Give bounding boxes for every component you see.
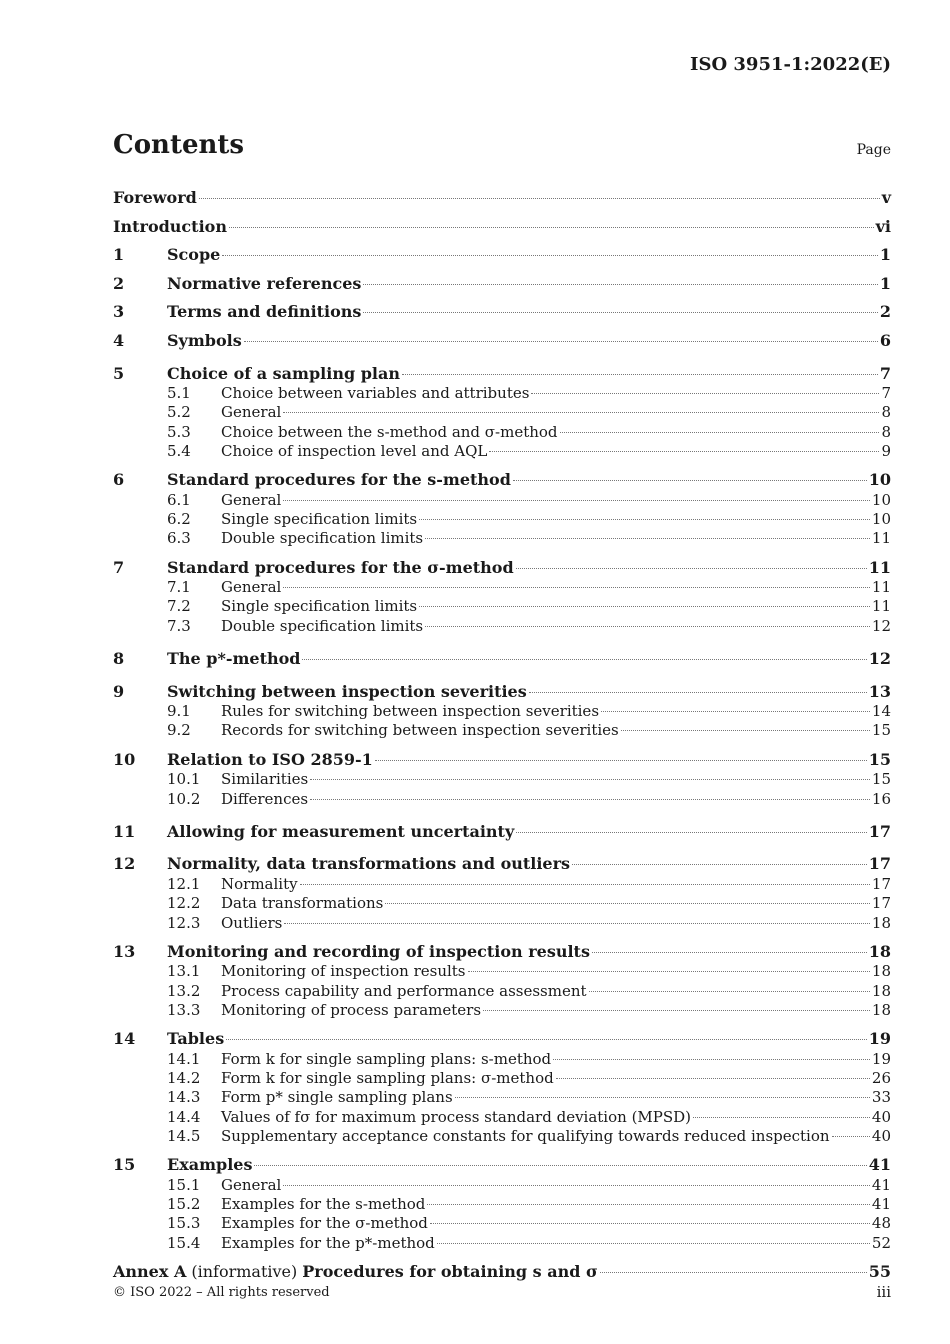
dot-leader: [283, 587, 870, 588]
toc-subentry-number: 5.2: [167, 403, 191, 422]
toc-subentry-number: 10.2: [167, 789, 201, 808]
toc-subentry-label: Single specification limits: [221, 597, 418, 616]
toc-entry-page: 12: [868, 649, 891, 669]
toc-subentry-label: General: [221, 578, 282, 597]
toc-entry[interactable]: [113, 241, 891, 270]
toc-subentry-number: 14.4: [167, 1107, 201, 1126]
annex-page: 55: [868, 1261, 891, 1281]
toc-entry-page: 17: [868, 854, 891, 874]
toc-entry-number: 12: [113, 854, 136, 874]
dot-leader: [516, 568, 867, 569]
toc-subentry[interactable]: [113, 423, 891, 442]
toc-subentry-number: 13.1: [167, 962, 201, 981]
toc-entry-number: 15: [113, 1155, 136, 1175]
table-of-contents: [113, 184, 891, 1282]
toc-subentry-label: Choice between the s-method and σ-method: [221, 422, 558, 441]
toc-subentry-label: General: [221, 1175, 282, 1194]
toc-subentry-number: 15.1: [167, 1175, 201, 1194]
toc-subentry-page: 11: [871, 578, 891, 597]
toc-subentry-page: 41: [871, 1194, 891, 1213]
toc-subentry[interactable]: [113, 403, 891, 422]
toc-entry-label: Tables: [167, 1029, 225, 1049]
toc-subentry-page: 18: [871, 981, 891, 1000]
toc-subentry-label: Data transformations: [221, 894, 384, 913]
toc-subentry[interactable]: [113, 875, 891, 894]
toc-subentry-label: General: [221, 403, 282, 422]
dot-leader: [468, 971, 870, 972]
dot-leader: [513, 480, 867, 481]
dot-leader: [832, 1136, 870, 1137]
toc-entry-label: Examples: [167, 1155, 253, 1175]
toc-entry-label: Allowing for measurement uncertainty: [167, 821, 515, 841]
toc-entry-page: 1: [879, 273, 891, 293]
toc-subentry-number: 6.1: [167, 490, 191, 509]
dot-leader: [601, 711, 870, 712]
toc-subentry-page: 40: [871, 1126, 891, 1145]
dot-leader: [385, 903, 870, 904]
toc-subentry[interactable]: [113, 578, 891, 597]
toc-subentry-number: 7.1: [167, 578, 191, 597]
dot-leader: [592, 952, 867, 953]
toc-entry[interactable]: [113, 470, 891, 491]
toc-entry-number: 11: [113, 821, 136, 841]
toc-entry-page: 41: [868, 1155, 891, 1175]
toc-subentry-number: 7.2: [167, 597, 191, 616]
toc-subentry[interactable]: [113, 1001, 891, 1020]
toc-subentry-number: 7.3: [167, 616, 191, 635]
dot-leader: [600, 1272, 867, 1273]
page-number: iii: [876, 1283, 891, 1301]
toc-entry-page: 2: [879, 302, 891, 322]
toc-entry-label: Symbols: [167, 330, 242, 350]
annex-prefix: Annex A: [113, 1261, 187, 1281]
toc-entry[interactable]: [113, 270, 891, 299]
dot-leader: [529, 692, 867, 693]
dot-leader: [375, 760, 867, 761]
toc-subentry[interactable]: [113, 721, 891, 740]
toc-subentry-page: 9: [881, 441, 891, 460]
toc-subentry[interactable]: [113, 1214, 891, 1233]
toc-subentry-label: Choice of inspection level and AQL: [221, 441, 488, 460]
toc-subentry-number: 14.1: [167, 1049, 201, 1068]
toc-subentry-label: Similarities: [221, 770, 309, 789]
toc-entry[interactable]: [113, 364, 891, 385]
dot-leader: [363, 312, 877, 313]
dot-leader: [483, 1010, 870, 1011]
toc-entry-label: Monitoring and recording of inspection results: [167, 941, 590, 961]
toc-subentry[interactable]: [113, 1127, 891, 1146]
toc-subentry-label: Supplementary acceptance constants for qualifying towards reduced inspection: [221, 1126, 830, 1145]
dot-leader: [489, 451, 879, 452]
toc-subentry-number: 5.4: [167, 441, 191, 460]
toc-subentry[interactable]: [113, 1050, 891, 1069]
toc-subentry-number: 12.1: [167, 874, 201, 893]
toc-subentry-label: Process capability and performance assessment: [221, 981, 587, 1000]
toc-subentry[interactable]: [113, 962, 891, 981]
toc-entry-label: Normative references: [167, 273, 362, 293]
dot-leader: [310, 779, 870, 780]
toc-subentry-number: 13.2: [167, 981, 201, 1000]
toc-entry[interactable]: [113, 1155, 891, 1176]
dot-leader: [572, 864, 867, 865]
toc-subentry[interactable]: [113, 790, 891, 809]
toc-subentry[interactable]: [113, 442, 891, 461]
toc-entry-number: 5: [113, 363, 125, 383]
toc-subentry-page: 11: [871, 597, 891, 616]
toc-subentry-page: 18: [871, 913, 891, 932]
toc-subentry[interactable]: [113, 894, 891, 913]
toc-entry-label: Choice of a sampling plan: [167, 363, 400, 383]
toc-subentry-label: Form k for single sampling plans: s-method: [221, 1049, 552, 1068]
toc-subentry-number: 14.3: [167, 1088, 201, 1107]
toc-subentry-number: 10.1: [167, 770, 201, 789]
toc-subentry-page: 15: [871, 721, 891, 740]
toc-subentry[interactable]: [113, 491, 891, 510]
contents-title: Contents: [113, 130, 245, 160]
toc-entry-page: 18: [868, 941, 891, 961]
toc-subentry[interactable]: [113, 1195, 891, 1214]
toc-entry-label: Standard procedures for the s-method: [167, 470, 511, 490]
toc-subentry-label: Examples for the p*-method: [221, 1233, 435, 1252]
dot-leader: [363, 284, 877, 285]
toc-entry[interactable]: [113, 184, 891, 213]
toc-entry-label: Terms and definitions: [167, 302, 362, 322]
toc-subentry-number: 15.2: [167, 1194, 201, 1213]
document-id: ISO 3951-1:2022(E): [690, 54, 891, 75]
annex-note: (informative): [191, 1261, 298, 1281]
toc-subentry[interactable]: [113, 1176, 891, 1195]
dot-leader: [589, 991, 870, 992]
toc-subentry-page: 7: [881, 384, 891, 403]
toc-subentry-label: Form p* single sampling plans: [221, 1088, 453, 1107]
toc-subentry[interactable]: [113, 702, 891, 721]
dot-leader: [531, 393, 879, 394]
toc-entry-number: 6: [113, 470, 125, 490]
dot-leader: [229, 227, 874, 228]
dot-leader: [425, 538, 870, 539]
toc-subentry-label: Form k for single sampling plans: σ-method: [221, 1068, 554, 1087]
toc-subentry-number: 14.2: [167, 1068, 201, 1087]
toc-subentry[interactable]: [113, 770, 891, 789]
toc-entry-number: 14: [113, 1029, 136, 1049]
toc-subentry-page: 19: [871, 1049, 891, 1068]
toc-entry[interactable]: [113, 558, 891, 579]
toc-subentry-label: Rules for switching between inspection severities: [221, 702, 600, 721]
dot-leader: [430, 1223, 870, 1224]
toc-subentry-label: Double specification limits: [221, 529, 424, 548]
toc-subentry[interactable]: [113, 510, 891, 529]
toc-entry-number: 3: [113, 302, 125, 322]
toc-subentry[interactable]: [113, 1234, 891, 1253]
toc-subentry-page: 15: [871, 770, 891, 789]
toc-entry-page: v: [881, 188, 891, 207]
dot-leader: [222, 255, 878, 256]
toc-subentry-page: 17: [871, 894, 891, 913]
toc-subentry-number: 9.2: [167, 721, 191, 740]
toc-entry-page: 7: [879, 363, 891, 383]
page-column-label: Page: [856, 142, 891, 158]
toc-subentry-page: 14: [871, 702, 891, 721]
toc-subentry-number: 13.3: [167, 1000, 201, 1019]
toc-subentry-page: 11: [871, 529, 891, 548]
toc-entry-label: Standard procedures for the σ-method: [167, 557, 514, 577]
toc-subentry-page: 16: [871, 789, 891, 808]
toc-subentry-number: 15.3: [167, 1214, 201, 1233]
toc-entry-label: Scope: [167, 245, 221, 265]
toc-entry-number: 4: [113, 330, 125, 350]
toc-entry[interactable]: [113, 1029, 891, 1050]
toc-subentry-page: 12: [871, 616, 891, 635]
toc-subentry-label: General: [221, 490, 282, 509]
toc-entry-page: 17: [868, 821, 891, 841]
toc-subentry-page: 8: [881, 403, 891, 422]
dot-leader: [283, 1185, 870, 1186]
toc-subentry-number: 6.2: [167, 510, 191, 529]
toc-entry-page: 15: [868, 749, 891, 769]
toc-subentry-number: 6.3: [167, 529, 191, 548]
dot-leader: [284, 923, 870, 924]
toc-subentry-number: 9.1: [167, 702, 191, 721]
toc-subentry-page: 33: [871, 1088, 891, 1107]
toc-entry-label: Relation to ISO 2859-1: [167, 749, 373, 769]
toc-entry-number: 13: [113, 941, 136, 961]
toc-subentry[interactable]: [113, 1088, 891, 1107]
toc-entry[interactable]: [113, 818, 891, 847]
toc-entry[interactable]: [113, 213, 891, 242]
toc-entry-label: Foreword: [113, 188, 197, 207]
toc-subentry[interactable]: [113, 1069, 891, 1088]
toc-subentry[interactable]: [113, 529, 891, 548]
dot-leader: [437, 1243, 870, 1244]
toc-subentry-label: Values of fσ for maximum process standard deviation (MPSD): [221, 1107, 692, 1126]
dot-leader: [244, 341, 878, 342]
toc-subentry-label: Double specification limits: [221, 616, 424, 635]
toc-subentry-number: 5.3: [167, 422, 191, 441]
toc-entry-label: Switching between inspection severities: [167, 681, 527, 701]
document-page: [113, 0, 891, 1344]
dot-leader: [402, 374, 878, 375]
dot-leader: [693, 1117, 870, 1118]
annex-label: Procedures for obtaining s and σ: [302, 1261, 598, 1281]
toc-entry[interactable]: [113, 298, 891, 327]
toc-entry-page: 13: [868, 681, 891, 701]
toc-entry[interactable]: [113, 645, 891, 674]
toc-entry[interactable]: [113, 682, 891, 703]
toc-subentry-page: 10: [871, 510, 891, 529]
dot-leader: [425, 626, 870, 627]
copyright-notice: © ISO 2022 – All rights reserved: [113, 1285, 330, 1300]
dot-leader: [254, 1165, 866, 1166]
toc-entry-page: vi: [875, 216, 891, 236]
toc-entry-page: 10: [868, 470, 891, 490]
dot-leader: [621, 730, 870, 731]
toc-entry[interactable]: [113, 327, 891, 356]
toc-subentry-page: 40: [871, 1107, 891, 1126]
toc-subentry-number: 12.3: [167, 913, 201, 932]
dot-leader: [516, 832, 866, 833]
toc-subentry[interactable]: [113, 982, 891, 1001]
toc-subentry[interactable]: [113, 1108, 891, 1127]
toc-subentry-label: Records for switching between inspection severities: [221, 721, 619, 740]
toc-entry-number: 10: [113, 749, 136, 769]
toc-subentry[interactable]: [113, 384, 891, 403]
dot-leader: [283, 412, 879, 413]
toc-entry-number: 1: [113, 245, 125, 265]
toc-subentry-label: Outliers: [221, 913, 283, 932]
toc-subentry[interactable]: [113, 597, 891, 616]
toc-entry[interactable]: [113, 942, 891, 963]
toc-subentry-label: Normality: [221, 874, 298, 893]
toc-entry-label: The p*-method: [167, 649, 301, 669]
toc-entry-page: 19: [868, 1029, 891, 1049]
toc-entry-label: Normality, data transformations and outliers: [167, 854, 571, 874]
toc-subentry-number: 5.1: [167, 384, 191, 403]
toc-subentry-label: Examples for the s-method: [221, 1194, 426, 1213]
dot-leader: [455, 1097, 870, 1098]
toc-entry-number: 8: [113, 649, 125, 669]
toc-entry[interactable]: [113, 854, 891, 875]
dot-leader: [556, 1078, 870, 1079]
toc-subentry-page: 41: [871, 1175, 891, 1194]
dot-leader: [283, 500, 870, 501]
toc-subentry-page: 17: [871, 874, 891, 893]
toc-subentry-page: 52: [871, 1233, 891, 1252]
toc-subentry-label: Choice between variables and attributes: [221, 384, 530, 403]
dot-leader: [302, 659, 866, 660]
toc-subentry-page: 8: [881, 422, 891, 441]
toc-entry-page: 6: [879, 330, 891, 350]
toc-subentry-label: Differences: [221, 789, 309, 808]
dot-leader: [553, 1059, 870, 1060]
toc-entry-number: 2: [113, 273, 125, 293]
dot-leader: [419, 606, 870, 607]
dot-leader: [419, 519, 870, 520]
toc-subentry[interactable]: [113, 914, 891, 933]
toc-subentry-page: 18: [871, 1000, 891, 1019]
toc-subentry-label: Single specification limits: [221, 510, 418, 529]
toc-entry-page: 11: [868, 557, 891, 577]
dot-leader: [199, 198, 880, 199]
toc-subentry-number: 14.5: [167, 1126, 201, 1145]
toc-subentry-page: 18: [871, 962, 891, 981]
toc-subentry-number: 15.4: [167, 1233, 201, 1252]
dot-leader: [560, 432, 880, 433]
toc-subentry-label: Monitoring of process parameters: [221, 1000, 482, 1019]
toc-subentry-label: Monitoring of inspection results: [221, 962, 466, 981]
toc-subentry-number: 12.2: [167, 894, 201, 913]
toc-annex-entry[interactable]: [113, 1262, 891, 1283]
dot-leader: [427, 1204, 870, 1205]
toc-entry-number: 9: [113, 681, 125, 701]
toc-entry-number: 7: [113, 557, 125, 577]
dot-leader: [310, 799, 870, 800]
toc-subentry[interactable]: [113, 617, 891, 636]
toc-entry[interactable]: [113, 750, 891, 771]
dot-leader: [300, 884, 870, 885]
toc-subentry-label: Examples for the σ-method: [221, 1214, 428, 1233]
toc-entry-label: Introduction: [113, 216, 227, 236]
dot-leader: [226, 1039, 867, 1040]
toc-subentry-page: 26: [871, 1068, 891, 1087]
toc-entry-page: 1: [879, 245, 891, 265]
toc-subentry-page: 10: [871, 490, 891, 509]
toc-subentry-page: 48: [871, 1214, 891, 1233]
